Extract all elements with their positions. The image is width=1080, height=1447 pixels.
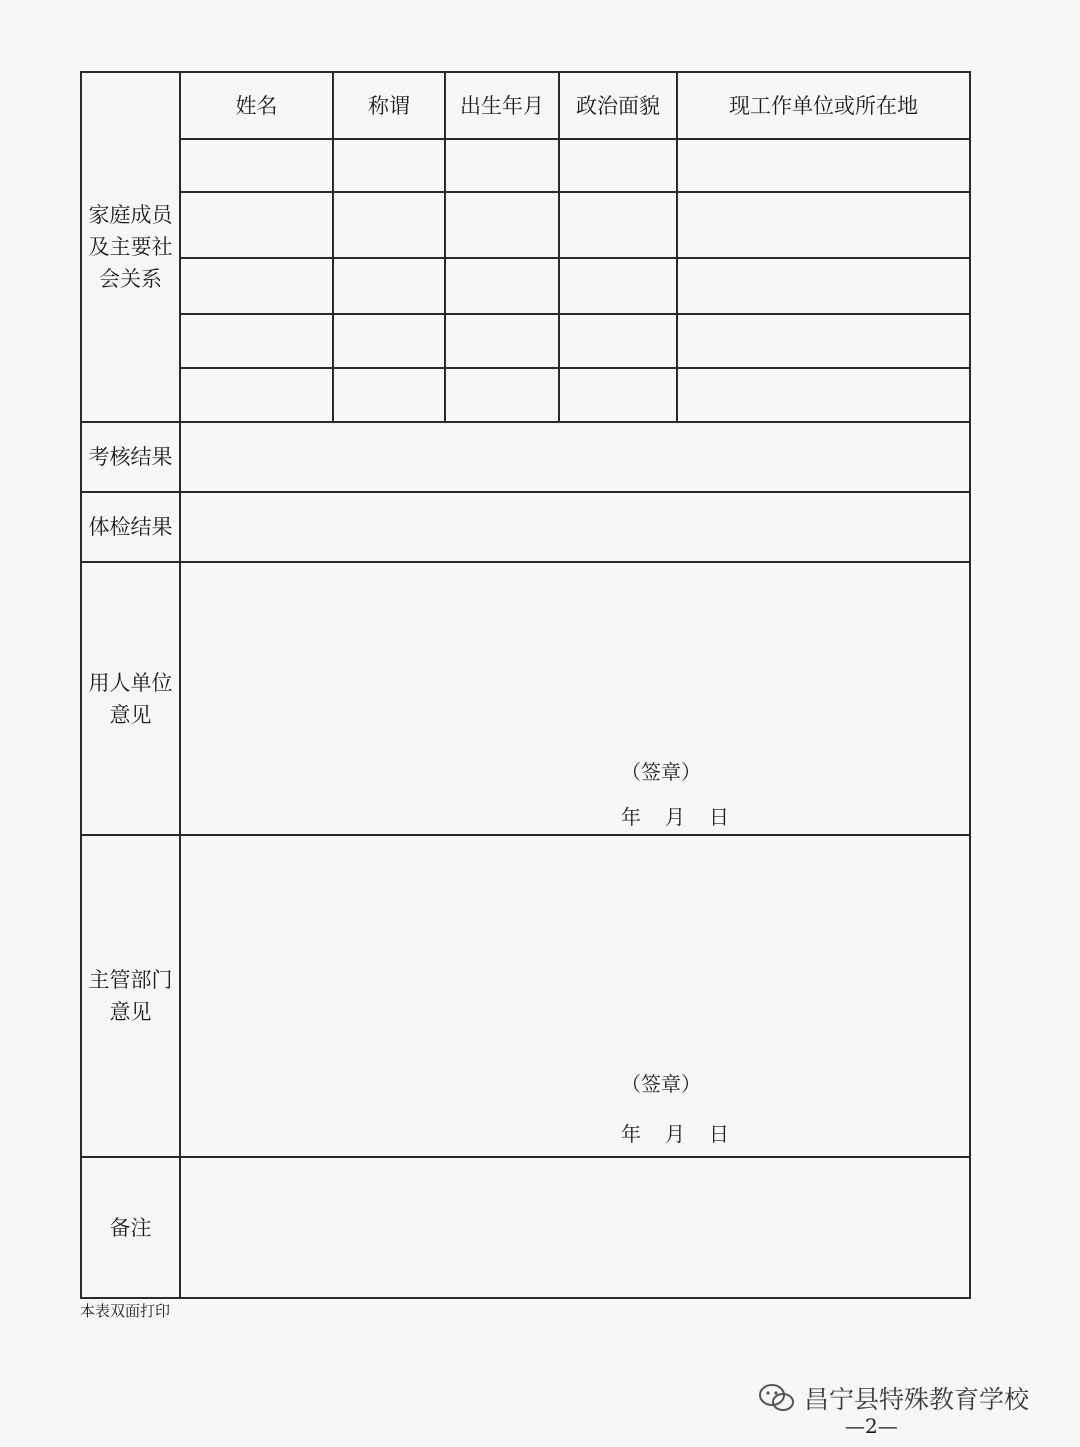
- remarks-field[interactable]: [180, 1157, 970, 1298]
- family-cell[interactable]: [333, 192, 445, 258]
- family-cell[interactable]: [333, 368, 445, 422]
- family-label-line: 家庭成员: [88, 203, 173, 227]
- family-cell[interactable]: [559, 314, 677, 368]
- family-cell[interactable]: [677, 139, 970, 192]
- physical-exam-field[interactable]: [180, 492, 970, 562]
- family-cell[interactable]: [559, 368, 677, 422]
- assessment-row: [81, 422, 970, 492]
- family-cell[interactable]: [445, 258, 559, 314]
- family-cell[interactable]: [677, 192, 970, 258]
- header-workplace: 现工作单位或所在地: [677, 72, 970, 139]
- date-year: 年: [621, 1122, 641, 1146]
- authority-opinion-row: [81, 835, 970, 1157]
- family-cell[interactable]: [180, 314, 333, 368]
- family-row: [81, 314, 970, 368]
- employer-opinion-row: [81, 562, 970, 835]
- family-cell[interactable]: [445, 368, 559, 422]
- employer-opinion-field[interactable]: [180, 562, 970, 835]
- date-day: 日: [709, 805, 729, 829]
- family-row: [81, 139, 970, 192]
- header-name: 姓名: [180, 72, 333, 139]
- family-cell[interactable]: [445, 139, 559, 192]
- authority-opinion-field[interactable]: [180, 835, 970, 1157]
- header-political-status: 政治面貌: [559, 72, 677, 139]
- employer-signature-block: [181, 563, 969, 834]
- family-cell[interactable]: [559, 258, 677, 314]
- family-cell[interactable]: [180, 368, 333, 422]
- family-cell[interactable]: [559, 192, 677, 258]
- family-cell[interactable]: [333, 258, 445, 314]
- authority-date-line: [609, 1118, 741, 1150]
- family-cell[interactable]: [677, 258, 970, 314]
- physical-exam-row: [81, 492, 970, 562]
- family-cell[interactable]: [333, 314, 445, 368]
- family-row: [81, 192, 970, 258]
- wechat-icon: [758, 1383, 796, 1413]
- family-cell[interactable]: [333, 139, 445, 192]
- family-cell[interactable]: [180, 139, 333, 192]
- family-cell[interactable]: [559, 139, 677, 192]
- remarks-row: [81, 1157, 970, 1298]
- date-month: 月: [665, 1122, 685, 1146]
- family-cell[interactable]: [180, 192, 333, 258]
- header-birth-date: 出生年月: [445, 72, 559, 139]
- date-month: 月: [665, 805, 685, 829]
- employer-date-line: [609, 801, 741, 833]
- authority-label-line: 主管部门: [88, 968, 173, 992]
- family-label-line: 会关系: [99, 267, 162, 291]
- employer-label-line: 意见: [109, 702, 152, 727]
- employer-label-line: 用人单位: [88, 670, 173, 695]
- authority-opinion-label: [81, 835, 180, 1157]
- watermark: [758, 1380, 1029, 1416]
- family-cell[interactable]: [180, 258, 333, 314]
- authority-signature-block: [181, 836, 969, 1156]
- family-cell[interactable]: [677, 368, 970, 422]
- employer-seal-label: （签章）: [621, 760, 701, 784]
- date-year: 年: [621, 805, 641, 829]
- authority-seal-label: （签章）: [621, 1072, 701, 1096]
- watermark-text: 昌宁县特殊教育学校: [804, 1385, 1030, 1414]
- family-header-row: [81, 72, 970, 139]
- family-row: [81, 368, 970, 422]
- family-cell[interactable]: [445, 314, 559, 368]
- remarks-label: 备注: [81, 1157, 180, 1298]
- employer-opinion-label: [81, 562, 180, 835]
- authority-label-line: 意见: [109, 1000, 152, 1024]
- date-day: 日: [709, 1122, 729, 1146]
- footnote: 本表双面打印: [80, 1302, 171, 1320]
- assessment-field[interactable]: [180, 422, 970, 492]
- assessment-label: 考核结果: [81, 422, 180, 492]
- page-number: —2—: [845, 1414, 898, 1438]
- physical-exam-label: 体检结果: [81, 492, 180, 562]
- family-cell[interactable]: [677, 314, 970, 368]
- family-row: [81, 258, 970, 314]
- family-cell[interactable]: [445, 192, 559, 258]
- registration-form-table: [80, 71, 971, 1299]
- family-section-label: [81, 72, 180, 422]
- header-relation: 称谓: [333, 72, 445, 139]
- family-label-line: 及主要社: [88, 235, 173, 259]
